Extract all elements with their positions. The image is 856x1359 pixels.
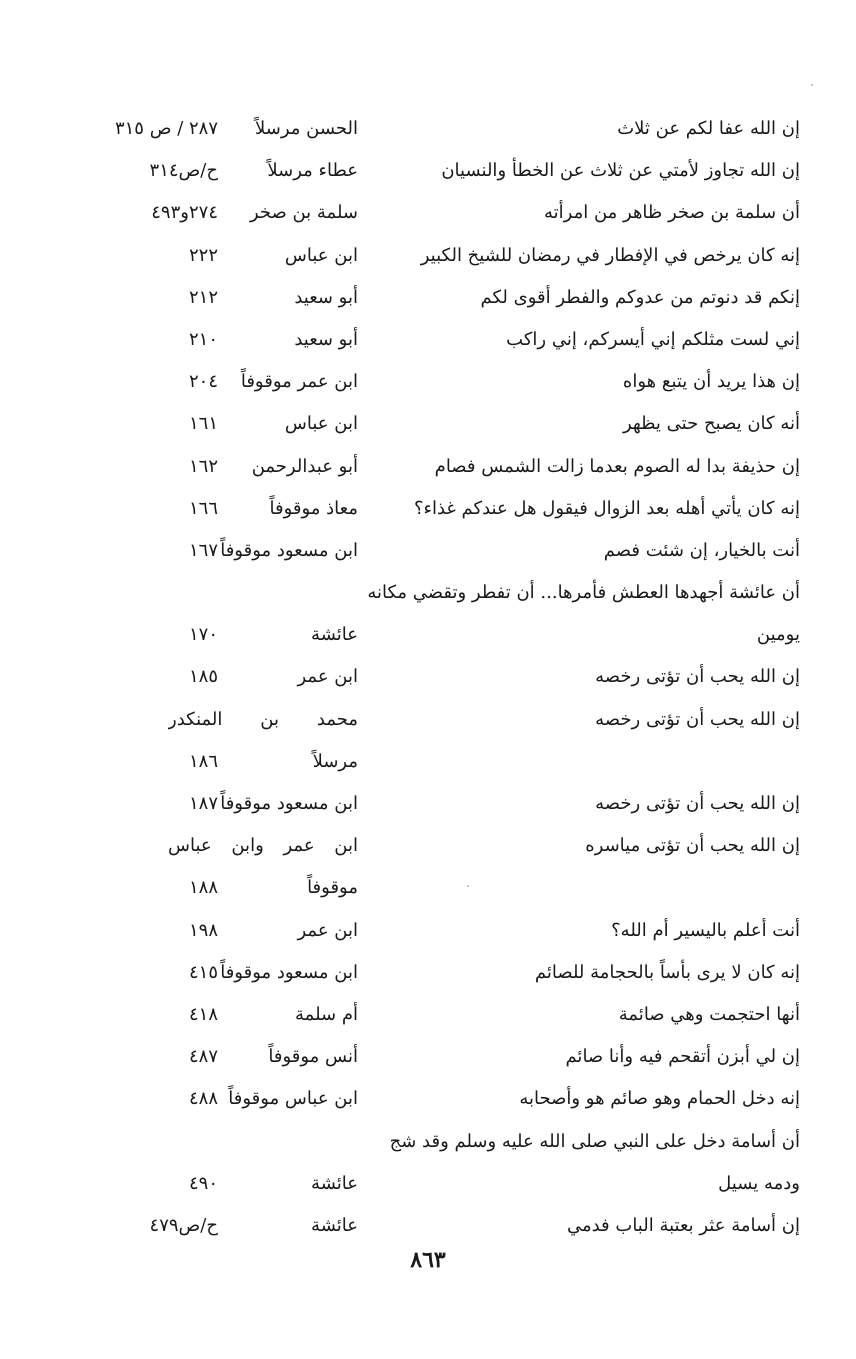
hadith-text: إن الله يحب أن تؤتى رخصه (595, 793, 800, 814)
index-row (0, 910, 856, 952)
page-ref: ٤٨٧ (188, 1046, 218, 1068)
page-ref: ٢٠٤ (188, 371, 218, 393)
page-ref: ١٨٦ (188, 750, 218, 772)
hadith-text: إن الله يحب أن تؤتى رخصه (595, 708, 800, 730)
narrator: ابن عمر (297, 919, 358, 941)
page-ref: ٤١٥ (188, 961, 218, 983)
page-ref: ١٦١ (188, 413, 218, 435)
index-row (0, 150, 856, 192)
page-ref: ١٦٦ (188, 497, 218, 519)
page-ref: ١٨٧ (188, 793, 218, 814)
index-row (0, 1163, 856, 1205)
hadith-text: إن الله يحب أن تؤتى مياسره (585, 835, 800, 857)
hadith-text: إنه كان يأتي أهله بعد الزوال فيقول هل عندكم غذاء؟ (413, 497, 800, 519)
page-ref: ١٦٢ (188, 455, 218, 477)
hadith-text: إن حذيفة بدا له الصوم بعدما زالت الشمس فصام (434, 455, 800, 477)
page-ref: ح/ص٤٧٩ (149, 1214, 218, 1236)
index-row-continued (0, 867, 856, 909)
page-ref: ٢١٠ (188, 328, 218, 350)
page-ref: ٢٧٤و٤٩٣ (151, 202, 218, 224)
index-row-continued (0, 1121, 856, 1163)
hadith-text: إني لست مثلكم إني أيسركم، إني راكب (506, 328, 800, 350)
hadith-text: أنها احتجمت وهي صائمة (618, 1003, 800, 1025)
page-ref: ١٩٨ (188, 919, 218, 941)
hadith-text: أن أسامة دخل على النبي صلى الله عليه وسلم وقد شج (389, 1130, 800, 1152)
index-row (0, 825, 856, 867)
narrator: ابن عباس (284, 413, 358, 435)
narrator: عائشة (311, 624, 358, 646)
page-ref: ١٧٠ (188, 624, 218, 646)
narrator: عائشة (311, 1214, 358, 1236)
index-row (0, 783, 856, 825)
index-row (0, 614, 856, 656)
index-row (0, 952, 856, 994)
hadith-text: إنكم قد دنوتم من عدوكم والفطر أقوى لكم (480, 286, 800, 308)
narrator: أنس موقوفاً (268, 1046, 358, 1068)
hadith-text: أن عائشة أجهدها العطش فأمرها... أن تفطر وتقضي مكانه (367, 582, 800, 604)
narrator: محمد بن المنكدر (168, 708, 358, 730)
index-row (0, 192, 856, 234)
hadith-text: إنه كان يرخص في الإفطار في رمضان للشيخ الكبير (420, 244, 800, 266)
narrator: أبو سعيد (294, 286, 358, 308)
narrator: ابن عباس (284, 244, 358, 266)
narrator: ابن مسعود موقوفاً (220, 961, 358, 983)
narrator: موقوفاً (307, 877, 358, 899)
index-row (0, 1036, 856, 1078)
hadith-text: أن سلمة بن صخر ظاهر من امرأته (543, 202, 800, 224)
hadith-text: إن هذا يريد أن يتبع هواه (622, 371, 800, 393)
narrator: أم سلمة (295, 1003, 358, 1025)
index-row (0, 699, 856, 741)
scan-speck (811, 84, 813, 86)
index-row (0, 488, 856, 530)
page-ref: ١٨٨ (188, 877, 218, 899)
page-ref: ٤٨٨ (188, 1088, 218, 1110)
narrator: ابن عمر وابن عباس (168, 835, 358, 857)
narrator: أبو عبدالرحمن (251, 455, 358, 477)
index-row (0, 446, 856, 488)
index-row (0, 403, 856, 445)
hadith-text: أنه كان يصبح حتى يظهر (622, 413, 800, 435)
hadith-text: إن أسامة عثر بعتبة الباب فدمي (566, 1214, 800, 1236)
index-row (0, 319, 856, 361)
narrator: أبو سعيد (294, 328, 358, 350)
page-ref: ٤٩٠ (188, 1172, 218, 1194)
page-ref: ١٦٧ (188, 539, 218, 561)
index-row (0, 277, 856, 319)
hadith-text: إنه كان لا يرى بأساً بالحجامة للصائم (534, 961, 800, 983)
hadith-text: إن الله يحب أن تؤتى رخصه (595, 666, 800, 688)
hadith-text: إن لي أبزن أتقحم فيه وأنا صائم (565, 1046, 800, 1068)
page-number: ٨٦٣ (410, 1247, 446, 1273)
narrator: ابن عمر (297, 666, 358, 688)
index-row-continued (0, 572, 856, 614)
hadith-text: أنت أعلم باليسير أم الله؟ (611, 919, 800, 941)
index-row (0, 235, 856, 277)
page-ref: ١٨٥ (188, 666, 218, 688)
narrator: ابن عمر موقوفاً (240, 371, 358, 393)
narrator: عطاء مرسلاً (267, 160, 358, 182)
hadith-index-list (0, 108, 856, 1247)
index-row (0, 1205, 856, 1247)
index-row (0, 656, 856, 698)
page-ref: ح/ص٣١٤ (149, 160, 218, 182)
hadith-text: إن الله تجاوز لأمتي عن ثلاث عن الخطأ والنسيان (441, 160, 800, 182)
index-row (0, 1078, 856, 1120)
index-row (0, 994, 856, 1036)
page-ref: ٢٨٧ / ص ٣١٥ (114, 118, 218, 139)
narrator: ابن مسعود موقوفاً (220, 793, 358, 814)
narrator: سلمة بن صخر (249, 202, 358, 224)
narrator: ابن عباس موقوفاً (228, 1088, 358, 1110)
page-ref: ٢١٢ (188, 286, 218, 308)
index-row (0, 108, 856, 150)
narrator: مرسلاً (312, 750, 358, 772)
narrator: عائشة (311, 1172, 358, 1194)
narrator: الحسن مرسلاً (255, 118, 358, 139)
hadith-text: أنت بالخيار، إن شئت فصم (603, 539, 800, 561)
hadith-text: إن الله عفا لكم عن ثلاث (617, 118, 800, 139)
index-row (0, 361, 856, 403)
hadith-text: إنه دخل الحمام وهو صائم هو وأصحابه (519, 1088, 800, 1110)
page-ref: ٤١٨ (188, 1003, 218, 1025)
index-row (0, 530, 856, 572)
narrator: معاذ موقوفاً (269, 497, 358, 519)
page-ref: ٢٢٢ (188, 244, 218, 266)
hadith-text: ودمه يسيل (718, 1172, 800, 1194)
narrator: ابن مسعود موقوفاً (220, 539, 358, 561)
index-row-continued (0, 741, 856, 783)
hadith-text: يومين (756, 624, 800, 646)
